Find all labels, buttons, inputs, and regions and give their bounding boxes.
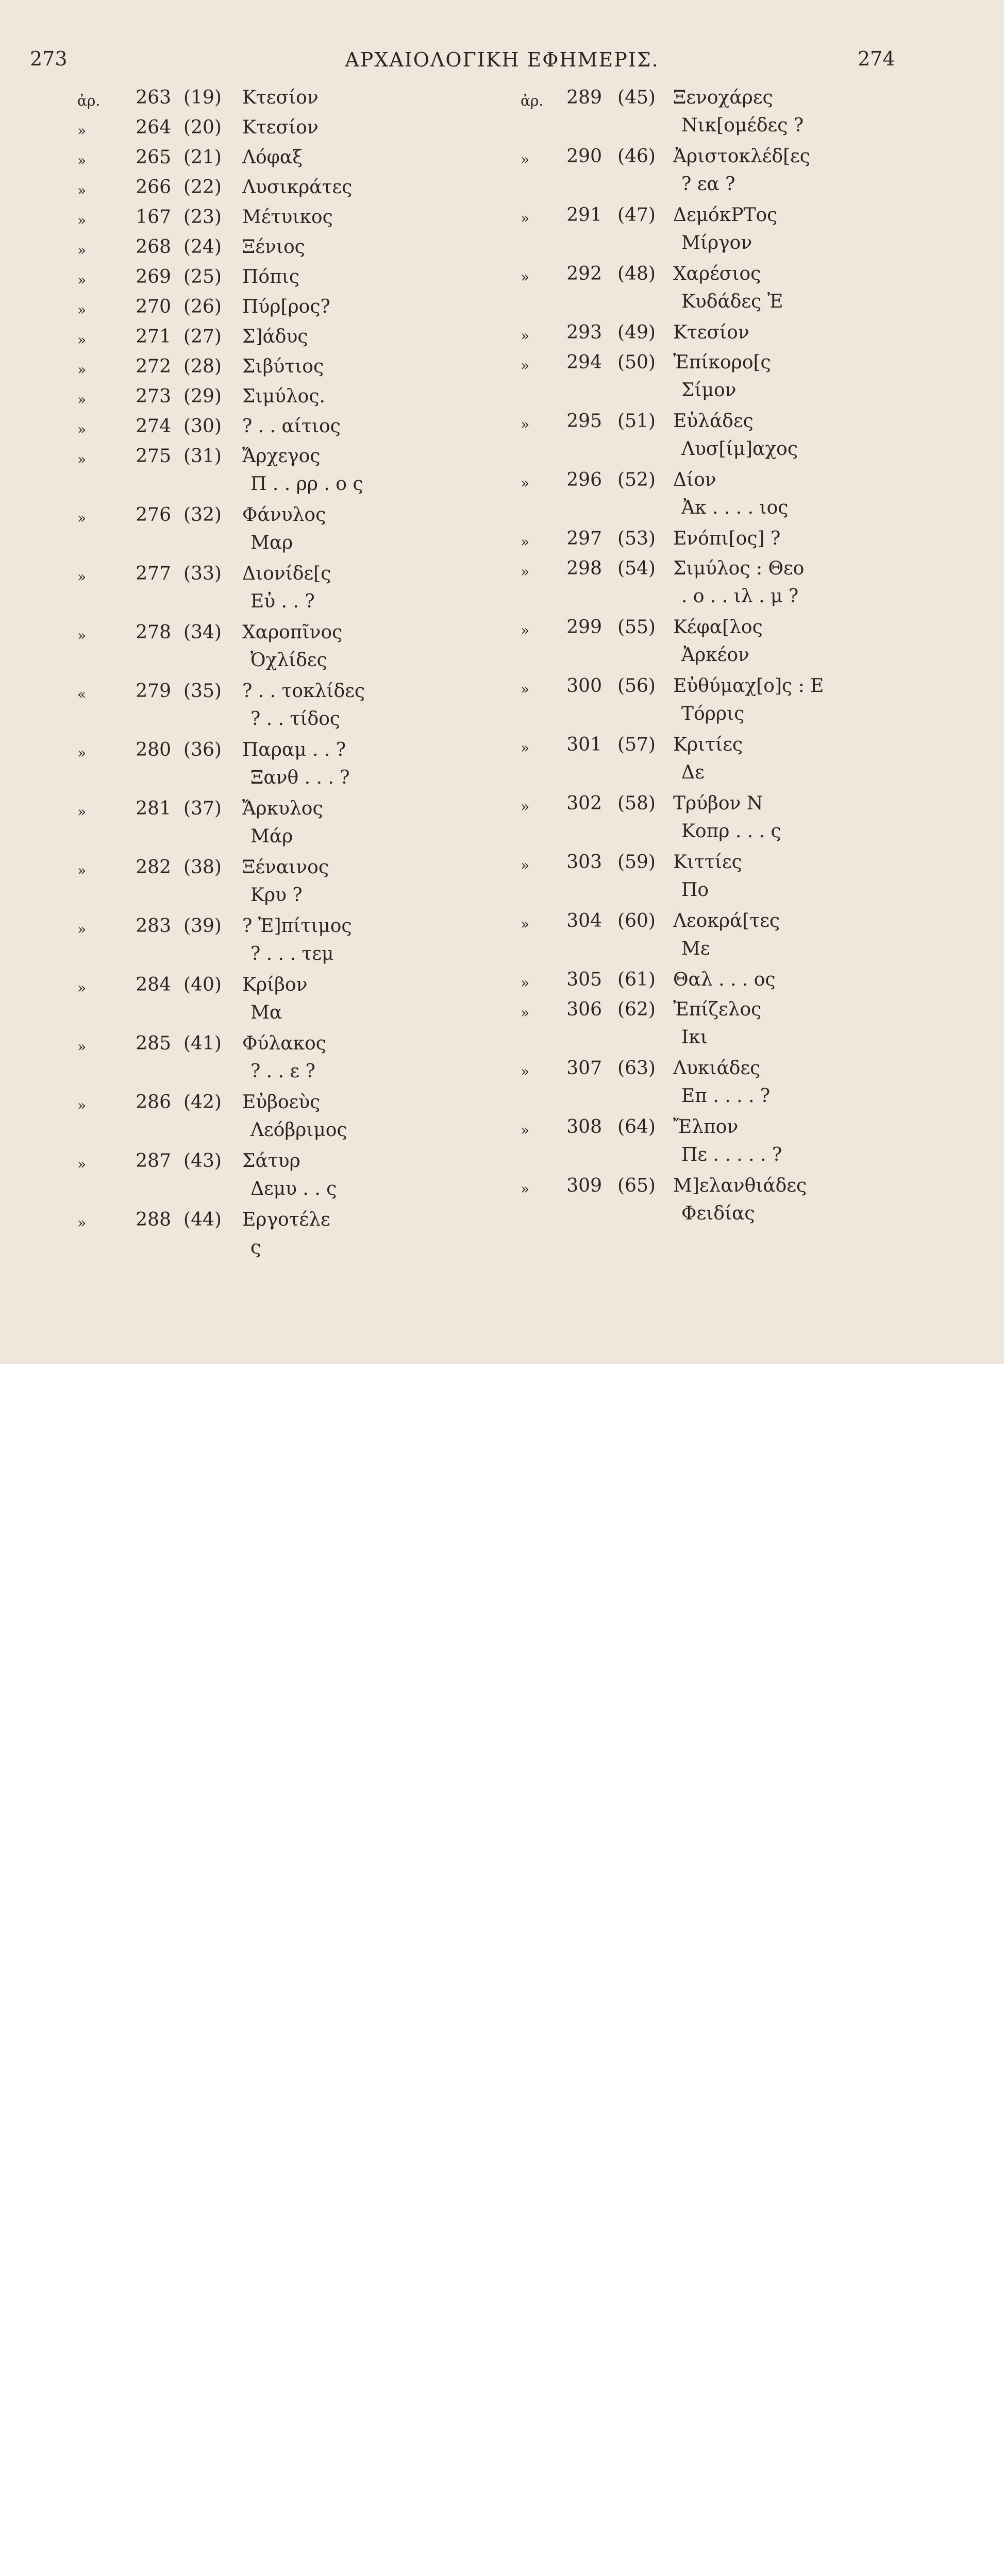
entry-name: Κτεσίον bbox=[242, 87, 319, 108]
entry-name: Σιβύτιος bbox=[242, 356, 324, 377]
entry-number: 294 bbox=[566, 352, 602, 373]
entry-mark: » bbox=[521, 563, 530, 580]
entry-number: 305 bbox=[566, 969, 602, 990]
entry-name: ? Ἐ]πίτιμος bbox=[242, 916, 352, 937]
entry-subnumber: (65) bbox=[617, 1175, 656, 1196]
entry-mark: » bbox=[77, 331, 87, 348]
entry-subnumber: (31) bbox=[183, 446, 222, 467]
entry-number: 287 bbox=[136, 1150, 171, 1172]
entry-mark: » bbox=[521, 474, 530, 492]
entry-subnumber: (20) bbox=[183, 117, 222, 138]
entry-subnumber: (49) bbox=[617, 322, 656, 343]
entry-number: 275 bbox=[136, 446, 171, 467]
entry-name: Ἐπίζελος bbox=[673, 999, 762, 1020]
entry-mark: » bbox=[521, 533, 530, 550]
entry-name: Δίον bbox=[673, 469, 716, 490]
entry-number: 265 bbox=[136, 147, 171, 168]
entry-mark: » bbox=[521, 739, 530, 756]
entry-mark: » bbox=[77, 1097, 87, 1114]
inscription-entry bbox=[0, 1209, 1004, 1258]
entry-name: Λυκιάδες bbox=[673, 1058, 761, 1079]
entry-name-line-2: Τόρρις bbox=[681, 703, 745, 724]
entry-number: 167 bbox=[136, 207, 171, 228]
entry-mark: » bbox=[521, 1063, 530, 1080]
inscription-entry bbox=[0, 969, 1004, 997]
entry-mark: » bbox=[77, 979, 87, 996]
entry-number: 268 bbox=[136, 236, 171, 258]
entry-subnumber: (63) bbox=[617, 1058, 656, 1079]
entry-subnumber: (30) bbox=[183, 416, 222, 437]
entry-subnumber: (23) bbox=[183, 207, 222, 228]
entry-mark: » bbox=[77, 152, 87, 169]
entry-subnumber: (47) bbox=[617, 205, 656, 226]
inscription-entry bbox=[0, 236, 1004, 265]
entry-subnumber: (59) bbox=[617, 852, 656, 873]
entry-subnumber: (50) bbox=[617, 352, 656, 373]
entry-mark: » bbox=[521, 268, 530, 285]
entry-name-line-2: Λυσ[ίμ]αχος bbox=[681, 438, 798, 460]
entry-name-line-2: Φειδίας bbox=[681, 1203, 755, 1224]
entry-mark: » bbox=[521, 210, 530, 227]
entry-number: 299 bbox=[566, 617, 602, 638]
entry-name-line-2: ? . . ε ? bbox=[250, 1061, 315, 1082]
entry-mark: » bbox=[521, 1180, 530, 1197]
entry-subnumber: (32) bbox=[183, 504, 222, 526]
entry-name-line-2: ? . . . τεμ bbox=[250, 943, 334, 964]
entry-number: 292 bbox=[566, 263, 602, 284]
entry-subnumber: (51) bbox=[617, 411, 656, 432]
page-number-left: 273 bbox=[30, 47, 68, 70]
entry-name: Ξενοχάρες bbox=[673, 87, 773, 108]
entry-subnumber: (48) bbox=[617, 263, 656, 284]
entry-number: 307 bbox=[566, 1058, 602, 1079]
entry-subnumber: (34) bbox=[183, 622, 222, 643]
entry-mark: » bbox=[521, 357, 530, 374]
entry-name-line-2: Δεμυ . . ς bbox=[250, 1178, 337, 1199]
entry-subnumber: (55) bbox=[617, 617, 656, 638]
entry-number: 264 bbox=[136, 117, 171, 138]
entry-name-line-2: Ικι bbox=[681, 1027, 708, 1048]
entry-name: Σ]άδυς bbox=[242, 326, 308, 347]
entry-name: Λυσικράτες bbox=[242, 177, 353, 198]
entry-subnumber: (64) bbox=[617, 1116, 656, 1138]
entry-subnumber: (45) bbox=[617, 87, 656, 108]
entry-name: Πόπις bbox=[242, 266, 300, 287]
entry-name: Σιμύλος : Θεο bbox=[673, 558, 805, 579]
entry-name: ? . . αίτιος bbox=[242, 416, 341, 437]
entry-name: Φύλακος bbox=[242, 1033, 326, 1054]
entry-mark: » bbox=[521, 1004, 530, 1021]
page-number-right: 274 bbox=[858, 47, 895, 70]
entry-subnumber: (52) bbox=[617, 469, 656, 490]
entry-name-line-2: Λεόβριμος bbox=[250, 1120, 347, 1141]
entry-number: 285 bbox=[136, 1033, 171, 1054]
entry-number: 277 bbox=[136, 563, 171, 584]
entry-name-line-2: Πο bbox=[681, 879, 709, 901]
entry-name-line-2: ς bbox=[250, 1237, 261, 1258]
entry-name: Πύρ[ρος? bbox=[242, 296, 330, 317]
entry-subnumber: (39) bbox=[183, 916, 222, 937]
entry-mark: » bbox=[521, 857, 530, 874]
entry-mark: » bbox=[521, 416, 530, 433]
entry-number: 281 bbox=[136, 798, 171, 819]
entry-subnumber: (38) bbox=[183, 857, 222, 878]
entry-number: 270 bbox=[136, 296, 171, 317]
entry-subnumber: (19) bbox=[183, 87, 222, 108]
entry-mark: » bbox=[77, 361, 87, 378]
entry-name-line-2: Κρυ ? bbox=[250, 885, 303, 906]
entry-number: 278 bbox=[136, 622, 171, 643]
entry-number: 296 bbox=[566, 469, 602, 490]
entry-subnumber: (57) bbox=[617, 734, 656, 755]
entry-subnumber: (37) bbox=[183, 798, 222, 819]
entry-number: 288 bbox=[136, 1209, 171, 1230]
entry-number: 308 bbox=[566, 1116, 602, 1138]
entry-name: Σιμύλος. bbox=[242, 386, 325, 407]
entry-number: 271 bbox=[136, 326, 171, 347]
entry-subnumber: (58) bbox=[617, 793, 656, 814]
entry-subnumber: (21) bbox=[183, 147, 222, 168]
entry-name-line-2: Δε bbox=[681, 762, 705, 783]
entry-name: Ἄρκυλος bbox=[242, 798, 323, 819]
entry-mark: » bbox=[77, 212, 87, 229]
entry-name: Κριτίες bbox=[673, 734, 743, 755]
entry-number: 302 bbox=[566, 793, 602, 814]
entry-subnumber: (33) bbox=[183, 563, 222, 584]
entry-name-line-2: Κοπρ . . . ς bbox=[681, 821, 781, 842]
entry-name-line-2: ? εα ? bbox=[681, 174, 735, 195]
entry-mark: » bbox=[77, 1038, 87, 1055]
entry-subnumber: (44) bbox=[183, 1209, 222, 1230]
entry-number: 280 bbox=[136, 739, 171, 760]
entry-name: Διονίδε[ς bbox=[242, 563, 331, 584]
entry-name: Ενόπι[ος] ? bbox=[673, 528, 781, 549]
entry-mark: » bbox=[77, 391, 87, 408]
entry-mark: » bbox=[77, 1214, 87, 1231]
entry-mark: » bbox=[77, 122, 87, 139]
entry-number: 303 bbox=[566, 852, 602, 873]
entry-number: 309 bbox=[566, 1175, 602, 1196]
entry-subnumber: (27) bbox=[183, 326, 222, 347]
entry-name: Φάνυλος bbox=[242, 504, 326, 526]
entry-number: 295 bbox=[566, 411, 602, 432]
entry-number: 291 bbox=[566, 205, 602, 226]
entry-number: 298 bbox=[566, 558, 602, 579]
inscription-entry bbox=[0, 528, 1004, 556]
entry-name: ? . . τοκλίδες bbox=[242, 681, 365, 702]
entry-name: Κτεσίον bbox=[673, 322, 749, 343]
entry-name: Ἐπίκορο[ς bbox=[673, 352, 771, 373]
inscription-entry bbox=[0, 321, 1004, 350]
entry-number: 286 bbox=[136, 1092, 171, 1113]
entry-name: Ἄρχεγος bbox=[242, 446, 321, 467]
entry-name-line-2: Σίμον bbox=[681, 380, 737, 401]
entry-number: 293 bbox=[566, 322, 602, 343]
entry-name: Εὐβοεὺς bbox=[242, 1092, 321, 1113]
entry-mark: » bbox=[77, 744, 87, 761]
entry-number: 276 bbox=[136, 504, 171, 526]
entry-mark: » bbox=[77, 421, 87, 438]
entry-subnumber: (54) bbox=[617, 558, 656, 579]
entry-name-line-2: Ξανθ . . . ? bbox=[250, 767, 350, 788]
entry-name: Κιττίες bbox=[673, 852, 742, 873]
entry-mark: » bbox=[77, 568, 87, 585]
entry-subnumber: (62) bbox=[617, 999, 656, 1020]
entry-name-line-2: Νικ[ομέδες ? bbox=[681, 115, 804, 136]
inscription-entry bbox=[0, 116, 1004, 145]
entry-number: 297 bbox=[566, 528, 602, 549]
entry-number: 263 bbox=[136, 87, 171, 108]
entry-name-line-2: Μίργον bbox=[681, 232, 752, 253]
entry-number: 301 bbox=[566, 734, 602, 755]
entry-name-line-2: Μα bbox=[250, 1002, 282, 1023]
entry-mark: » bbox=[521, 1122, 530, 1139]
running-title: ΑΡΧΑΙΟΛΟΓΙΚΗ ΕΦΗΜΕΡΙΣ. bbox=[345, 48, 659, 71]
entry-name: Τρύβον Ν bbox=[673, 793, 763, 814]
entry-mark: » bbox=[77, 921, 87, 938]
entry-name-line-2: Ὀχλίδες bbox=[250, 650, 327, 671]
entry-name: Παραμ . . ? bbox=[242, 739, 346, 760]
entry-mark: ἀρ. bbox=[77, 92, 101, 109]
entry-name: Κρίβον bbox=[242, 974, 308, 995]
entry-name: Σάτυρ bbox=[242, 1150, 300, 1172]
entry-name: Ξέναινος bbox=[242, 857, 329, 878]
entry-number: 290 bbox=[566, 146, 602, 167]
entry-name: Χαρέσιος bbox=[673, 263, 761, 284]
entry-name-line-2: Επ . . . . ? bbox=[681, 1086, 771, 1107]
entry-subnumber: (25) bbox=[183, 266, 222, 287]
entry-name: Λόφαξ bbox=[242, 147, 303, 168]
entry-name: Κέφα[λος bbox=[673, 617, 763, 638]
entry-name-line-2: Μαρ bbox=[250, 532, 293, 553]
entry-mark: » bbox=[77, 451, 87, 468]
entry-number: 304 bbox=[566, 910, 602, 931]
entry-mark: » bbox=[77, 242, 87, 259]
entry-subnumber: (29) bbox=[183, 386, 222, 407]
entry-number: 266 bbox=[136, 177, 171, 198]
entry-subnumber: (26) bbox=[183, 296, 222, 317]
entry-mark: » bbox=[521, 327, 530, 344]
entry-mark: » bbox=[77, 182, 87, 199]
entry-subnumber: (41) bbox=[183, 1033, 222, 1054]
entry-name-line-2: Κυδάδες Ἐ bbox=[681, 291, 783, 312]
entry-name: Εὐλάδες bbox=[673, 411, 754, 432]
entry-number: 289 bbox=[566, 87, 602, 108]
entry-mark: » bbox=[521, 916, 530, 933]
entry-name: ΔεμόκΡΤος bbox=[673, 205, 778, 226]
entry-name: Μ]ελανθιάδες bbox=[673, 1175, 807, 1196]
entry-name: Κτεσίον bbox=[242, 117, 319, 138]
entry-mark: » bbox=[77, 1156, 87, 1173]
entry-name-line-2: Εὐ . . ? bbox=[250, 591, 315, 612]
entry-name: Ἔλπον bbox=[673, 1116, 739, 1138]
entry-name: Χαροπῖνος bbox=[242, 622, 343, 643]
entry-mark: » bbox=[77, 510, 87, 527]
entry-mark: « bbox=[77, 686, 87, 703]
entry-mark: ἀρ. bbox=[521, 92, 544, 109]
entry-mark: » bbox=[521, 151, 530, 168]
entry-name-line-2: Με bbox=[681, 938, 710, 959]
entry-number: 273 bbox=[136, 386, 171, 407]
entry-number: 279 bbox=[136, 681, 171, 702]
entry-name-line-2: Ἀκ . . . . ιος bbox=[681, 497, 789, 518]
entry-name: Εργοτέλε bbox=[242, 1209, 330, 1230]
entry-mark: » bbox=[521, 622, 530, 639]
entry-subnumber: (40) bbox=[183, 974, 222, 995]
entry-number: 300 bbox=[566, 675, 602, 697]
entry-subnumber: (46) bbox=[617, 146, 656, 167]
entry-name: Μέτυικος bbox=[242, 207, 333, 228]
entry-name-line-2: ? . . τίδος bbox=[250, 708, 341, 730]
entry-number: 282 bbox=[136, 857, 171, 878]
footer-bar bbox=[0, 1364, 1004, 1435]
entry-subnumber: (22) bbox=[183, 177, 222, 198]
entry-name-line-2: Ἀρκέον bbox=[681, 645, 749, 666]
entry-number: 269 bbox=[136, 266, 171, 287]
entry-mark: » bbox=[77, 862, 87, 879]
entry-mark: » bbox=[77, 272, 87, 289]
entry-number: 283 bbox=[136, 916, 171, 937]
entry-name-line-2: . ο . . ιλ . μ ? bbox=[681, 586, 799, 607]
entry-subnumber: (60) bbox=[617, 910, 656, 931]
entry-name-line-2: Μάρ bbox=[250, 826, 293, 847]
entry-number: 272 bbox=[136, 356, 171, 377]
entry-subnumber: (43) bbox=[183, 1150, 222, 1172]
entry-subnumber: (53) bbox=[617, 528, 656, 549]
entry-name: Λεοκρά[τες bbox=[673, 910, 780, 931]
entry-name: Θαλ . . . ος bbox=[673, 969, 776, 990]
entry-subnumber: (36) bbox=[183, 739, 222, 760]
entry-name-line-2: Πε . . . . . ? bbox=[681, 1144, 782, 1165]
entry-number: 284 bbox=[136, 974, 171, 995]
entry-subnumber: (61) bbox=[617, 969, 656, 990]
entry-name: Ἀριστοκλέδ[ες bbox=[673, 146, 810, 167]
entry-name: Εὐθύμαχ[ο]ς : Ε bbox=[673, 675, 824, 697]
entry-mark: » bbox=[77, 803, 87, 820]
entry-subnumber: (56) bbox=[617, 675, 656, 697]
entry-subnumber: (28) bbox=[183, 356, 222, 377]
entry-number: 306 bbox=[566, 999, 602, 1020]
entry-name: Ξένιος bbox=[242, 236, 305, 258]
entry-mark: » bbox=[77, 627, 87, 644]
entry-subnumber: (35) bbox=[183, 681, 222, 702]
entry-mark: » bbox=[521, 974, 530, 991]
inscription-entry bbox=[0, 176, 1004, 205]
entry-name-line-2: Π . . ρρ . ο ς bbox=[250, 473, 363, 495]
entry-subnumber: (24) bbox=[183, 236, 222, 258]
entry-subnumber: (42) bbox=[183, 1092, 222, 1113]
entry-mark: » bbox=[521, 681, 530, 698]
entry-number: 274 bbox=[136, 416, 171, 437]
entry-mark: » bbox=[521, 798, 530, 815]
entry-mark: » bbox=[77, 301, 87, 318]
inscription-entry bbox=[0, 296, 1004, 325]
